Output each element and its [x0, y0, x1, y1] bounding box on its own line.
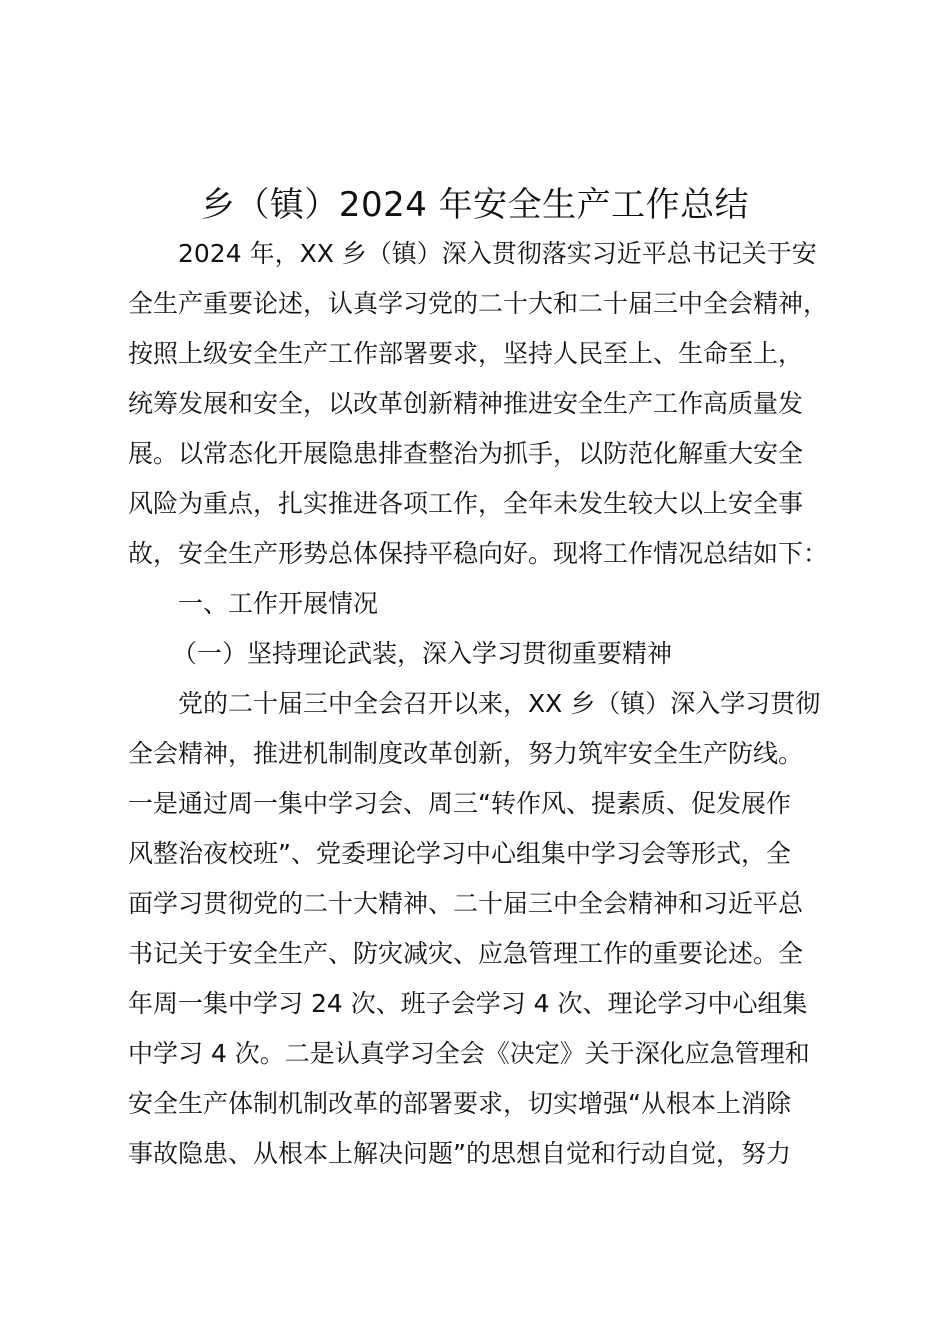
paragraph-line: 展。以常态化开展隐患排查整治为抓手，以防范化解重大安全 [128, 439, 804, 468]
paragraph-line: 全生产重要论述，认真学习党的二十大和二十届三中全会精神， [128, 289, 829, 318]
paragraph-line: 2024 年，XX 乡（镇）深入贯彻落实习近平总书记关于安 [178, 239, 817, 268]
paragraph-line: 故，安全生产形势总体保持平稳向好。现将工作情况总结如下： [128, 539, 829, 568]
paragraph-line: 中学习 4 次。二是认真学习全会《决定》关于深化应急管理和 [128, 1039, 810, 1068]
paragraph-line: 全会精神，推进机制制度改革创新，努力筑牢安全生产防线。 [128, 739, 804, 768]
document-title: 乡（镇）2024 年安全生产工作总结 [200, 185, 750, 225]
paragraph-line: 书记关于安全生产、防灾减灾、应急管理工作的重要论述。全 [128, 939, 804, 968]
paragraph-line: 风险为重点，扎实推进各项工作，全年未发生较大以上安全事 [128, 489, 804, 518]
paragraph-line: 年周一集中学习 24 次、班子会学习 4 次、理论学习中心组集 [128, 989, 808, 1018]
paragraph-line: 安全生产体制机制改革的部署要求，切实增强“从根本上消除 [128, 1089, 791, 1118]
paragraph-line: 一是通过周一集中学习会、周三“转作风、提素质、促发展作 [128, 789, 791, 818]
paragraph-line: 按照上级安全生产工作部署要求，坚持人民至上、生命至上， [128, 339, 804, 368]
section-heading: 一、工作开展情况 [178, 589, 379, 618]
paragraph-line: 党的二十届三中全会召开以来，XX 乡（镇）深入学习贯彻 [178, 689, 821, 718]
subsection-heading: （一）坚持理论武装，深入学习贯彻重要精神 [172, 639, 673, 668]
paragraph-line: 面学习贯彻党的二十大精神、二十届三中全会精神和习近平总 [128, 889, 804, 918]
paragraph-line: 统筹发展和安全，以改革创新精神推进安全生产工作高质量发 [128, 389, 804, 418]
paragraph-line: 风整治夜校班”、党委理论学习中心组集中学习会等形式，全 [128, 839, 791, 868]
paragraph-line: 事故隐患、从根本上解决问题”的思想自觉和行动自觉，努力 [128, 1139, 791, 1168]
